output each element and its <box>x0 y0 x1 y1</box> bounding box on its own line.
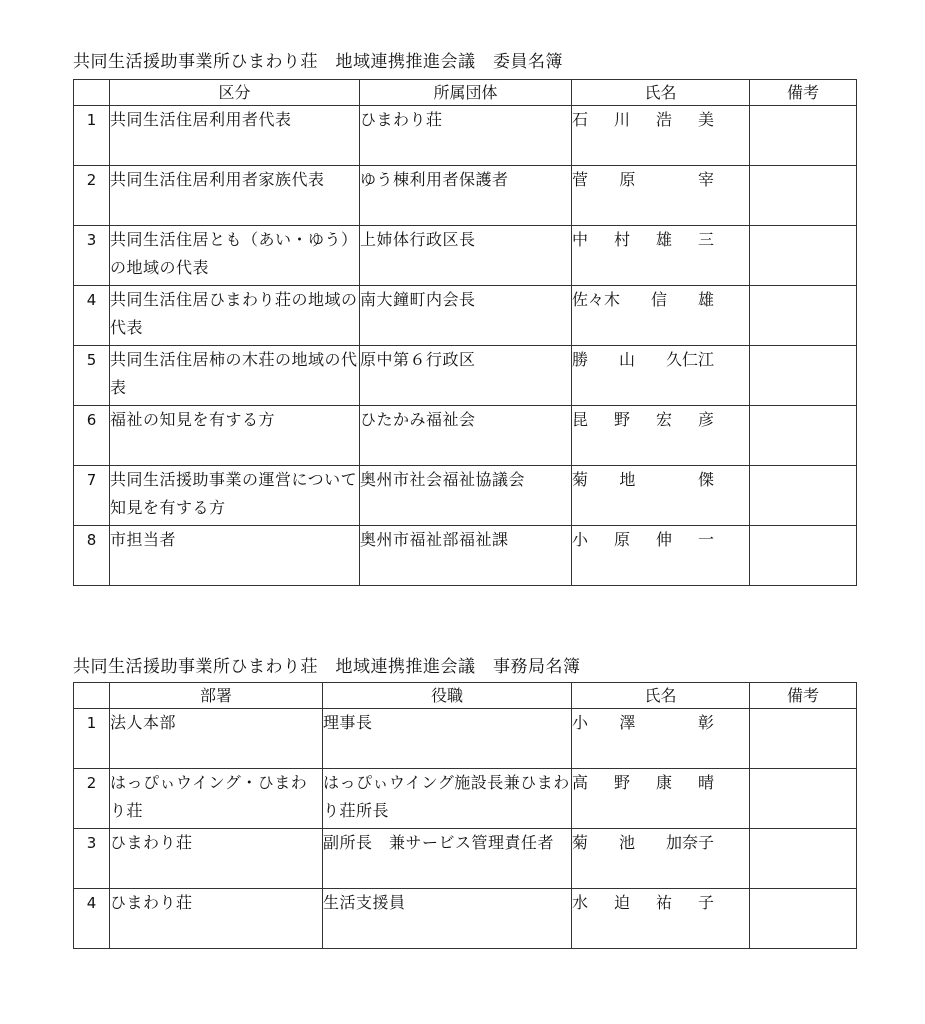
header-org: 所属団体 <box>360 80 572 106</box>
member-name <box>572 709 750 769</box>
table-row <box>74 829 857 889</box>
row-number: 8 <box>74 526 110 586</box>
name-part: 信 <box>650 290 667 309</box>
name-part: 山 <box>618 350 635 369</box>
organization-cell: ひまわり荘 <box>360 106 572 166</box>
department-cell: 法人本部 <box>110 709 323 769</box>
organization-cell: 奥州市福祉部福祉課 <box>360 526 572 586</box>
header-role: 役職 <box>323 683 572 709</box>
name-part: 久仁江 <box>665 350 714 369</box>
name-part: 小 <box>572 530 589 549</box>
member-name <box>572 226 750 286</box>
name-part: 祐 <box>655 893 672 912</box>
name-part: 地 <box>619 470 636 489</box>
name-part: 菅 <box>572 170 589 189</box>
name-part: 原 <box>619 170 636 189</box>
secretariat-title: 共同生活援助事業所ひまわり荘 地域連携推進会議 事務局名簿 <box>73 657 581 677</box>
name-part: 彦 <box>697 410 714 429</box>
note-cell <box>750 226 857 286</box>
member-name-text <box>572 406 714 434</box>
name-part: 高 <box>572 773 589 792</box>
row-number: 7 <box>74 466 110 526</box>
row-number: 3 <box>74 829 110 889</box>
category-cell: 共同生活援助事業の運営について知見を有する方 <box>110 466 360 526</box>
member-name-text <box>572 709 714 737</box>
category-cell: 共同生活住居柿の木荘の地域の代表 <box>110 346 360 406</box>
name-part: 菊 <box>572 470 589 489</box>
secretariat-table <box>73 682 857 949</box>
name-part: 晴 <box>697 773 714 792</box>
committee-header-row <box>74 80 857 106</box>
note-cell <box>750 166 857 226</box>
member-name-text <box>572 526 714 554</box>
member-name-text <box>572 166 714 194</box>
row-number: 2 <box>74 166 110 226</box>
organization-cell: 上姉体行政区長 <box>360 226 572 286</box>
name-part: 野 <box>613 410 630 429</box>
organization-cell: 南大鐘町内会長 <box>360 286 572 346</box>
member-name <box>572 286 750 346</box>
header-no <box>74 683 110 709</box>
name-part: 雄 <box>697 290 714 309</box>
name-part: 傑 <box>697 470 714 489</box>
name-part: 村 <box>613 230 630 249</box>
header-note: 備考 <box>750 683 857 709</box>
header-dept: 部署 <box>110 683 323 709</box>
row-number: 3 <box>74 226 110 286</box>
member-name <box>572 829 750 889</box>
name-part: 水 <box>572 893 589 912</box>
name-part: 石 <box>572 110 589 129</box>
member-name-text <box>572 769 714 797</box>
member-name-text <box>572 106 714 134</box>
row-number: 2 <box>74 769 110 829</box>
name-part: 原 <box>613 530 630 549</box>
name-part: 昆 <box>572 410 589 429</box>
name-part: 澤 <box>619 713 636 732</box>
department-cell: ひまわり荘 <box>110 829 323 889</box>
position-cell: 生活支援員 <box>323 889 572 949</box>
position-cell: 副所長 兼サービス管理責任者 <box>323 829 572 889</box>
member-name <box>572 769 750 829</box>
note-cell <box>750 346 857 406</box>
name-part: 迫 <box>613 893 630 912</box>
member-name <box>572 166 750 226</box>
table-row <box>74 889 857 949</box>
member-name <box>572 346 750 406</box>
table-row <box>74 709 857 769</box>
member-name <box>572 406 750 466</box>
row-number: 4 <box>74 286 110 346</box>
note-cell <box>750 406 857 466</box>
row-number: 5 <box>74 346 110 406</box>
row-number: 1 <box>74 106 110 166</box>
name-part: 彰 <box>697 713 714 732</box>
row-number: 1 <box>74 709 110 769</box>
organization-cell: ひたかみ福祉会 <box>360 406 572 466</box>
note-cell <box>750 829 857 889</box>
note-cell <box>750 709 857 769</box>
organization-cell: 奥州市社会福祉協議会 <box>360 466 572 526</box>
table-row <box>74 106 857 166</box>
name-part: 中 <box>572 230 589 249</box>
organization-cell: ゆう棟利用者保護者 <box>360 166 572 226</box>
department-cell: ひまわり荘 <box>110 889 323 949</box>
table-row <box>74 226 857 286</box>
member-name <box>572 889 750 949</box>
name-part: 浩 <box>655 110 672 129</box>
member-name-text <box>572 346 714 374</box>
header-name: 氏名 <box>572 683 750 709</box>
category-cell: 市担当者 <box>110 526 360 586</box>
header-name: 氏名 <box>572 80 750 106</box>
category-cell: 共同生活住居利用者家族代表 <box>110 166 360 226</box>
header-note: 備考 <box>750 80 857 106</box>
table-row <box>74 406 857 466</box>
position-cell: 理事長 <box>323 709 572 769</box>
name-part: 池 <box>618 833 635 852</box>
member-name <box>572 466 750 526</box>
member-name <box>572 106 750 166</box>
category-cell: 福祉の知見を有する方 <box>110 406 360 466</box>
committee-title: 共同生活援助事業所ひまわり荘 地域連携推進会議 委員名簿 <box>73 52 563 72</box>
category-cell: 共同生活住居ひまわり荘の地域の代表 <box>110 286 360 346</box>
member-name-text <box>572 829 714 857</box>
table-row <box>74 286 857 346</box>
table-row <box>74 769 857 829</box>
organization-cell: 原中第６行政区 <box>360 346 572 406</box>
name-part: 小 <box>572 713 589 732</box>
name-part: 雄 <box>655 230 672 249</box>
note-cell <box>750 769 857 829</box>
category-cell: 共同生活住居とも（あい・ゆう）の地域の代表 <box>110 226 360 286</box>
name-part: 佐々木 <box>572 290 621 309</box>
name-part: 康 <box>655 773 672 792</box>
secretariat-header-row <box>74 683 857 709</box>
name-part: 川 <box>613 110 630 129</box>
name-part: 宰 <box>697 170 714 189</box>
name-part: 子 <box>697 893 714 912</box>
note-cell <box>750 286 857 346</box>
committee-rows <box>74 106 857 586</box>
note-cell <box>750 106 857 166</box>
member-name-text <box>572 286 714 314</box>
secretariat-rows <box>74 709 857 949</box>
member-name-text <box>572 466 714 494</box>
name-part: 宏 <box>655 410 672 429</box>
name-part: 菊 <box>572 833 589 852</box>
name-part: 三 <box>697 230 714 249</box>
row-number: 6 <box>74 406 110 466</box>
header-category: 区分 <box>110 80 360 106</box>
row-number: 4 <box>74 889 110 949</box>
name-part: 勝 <box>572 350 589 369</box>
member-name-text <box>572 889 714 917</box>
department-cell: はっぴぃウイング・ひまわり荘 <box>110 769 323 829</box>
name-part: 一 <box>697 530 714 549</box>
committee-table <box>73 79 857 586</box>
table-row <box>74 166 857 226</box>
member-name-text <box>572 226 714 254</box>
table-row <box>74 526 857 586</box>
note-cell <box>750 526 857 586</box>
position-cell: はっぴぃウイング施設長兼ひまわり荘所長 <box>323 769 572 829</box>
header-no <box>74 80 110 106</box>
category-cell: 共同生活住居利用者代表 <box>110 106 360 166</box>
name-part: 加奈子 <box>665 833 714 852</box>
note-cell <box>750 466 857 526</box>
member-name <box>572 526 750 586</box>
note-cell <box>750 889 857 949</box>
name-part: 美 <box>697 110 714 129</box>
table-row <box>74 346 857 406</box>
name-part: 野 <box>613 773 630 792</box>
name-part: 伸 <box>655 530 672 549</box>
table-row <box>74 466 857 526</box>
